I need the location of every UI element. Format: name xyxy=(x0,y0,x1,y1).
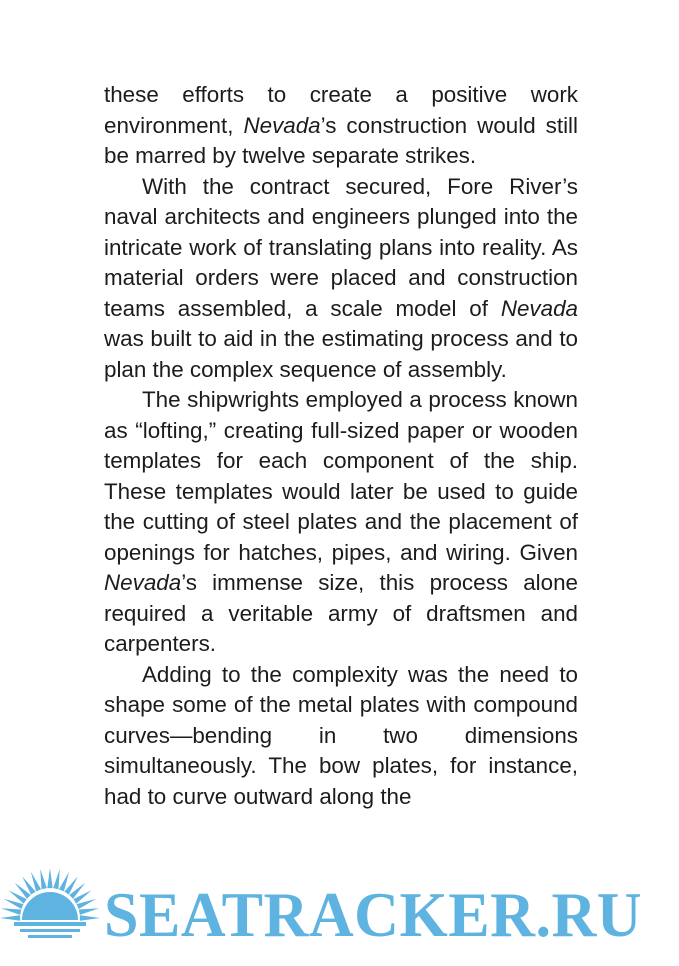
paragraph-1: these efforts to create a positive work environment, Nevada’s construction would still be marred by twelve separate strikes. xyxy=(104,82,578,168)
paragraph-3: The shipwrights employed a process known as “lofting,” creating full-sized paper or wooden templates for each component of the ship. These templates would later be used to guide the cutting of steel plates and the placement of openings for hatches, pipes, and wiring. Given Nevada’s immense size, this process alone required a veritable army of draftsmen and carpenters. xyxy=(104,387,578,656)
watermark-text: SEATRACKER.RU xyxy=(104,879,643,950)
sun-icon xyxy=(0,858,104,958)
sun-ray xyxy=(0,915,20,920)
sun-ray xyxy=(80,915,100,920)
sun-ray xyxy=(40,869,47,889)
sun-ray xyxy=(53,869,60,889)
sun-ray xyxy=(79,908,99,915)
watermark xyxy=(0,858,679,966)
paragraph-4: Adding to the complexity was the need to shape some of the metal plates with compound curves—bending in two dimensions simultaneously. The bow plates, for instance, had to curve outward along the xyxy=(104,661,578,809)
sun-ray xyxy=(1,908,21,915)
body-text xyxy=(104,80,578,812)
sun-ray xyxy=(47,868,52,888)
paragraph-2: With the contract secured, Fore River’s naval architects and engineers plunged into the intricate work of translating plans into reality. As material orders were placed and construction teams assembled, a scale model of Nevada was built to aid in the estimating process and to plan the complex sequence of assembly. xyxy=(104,173,578,382)
